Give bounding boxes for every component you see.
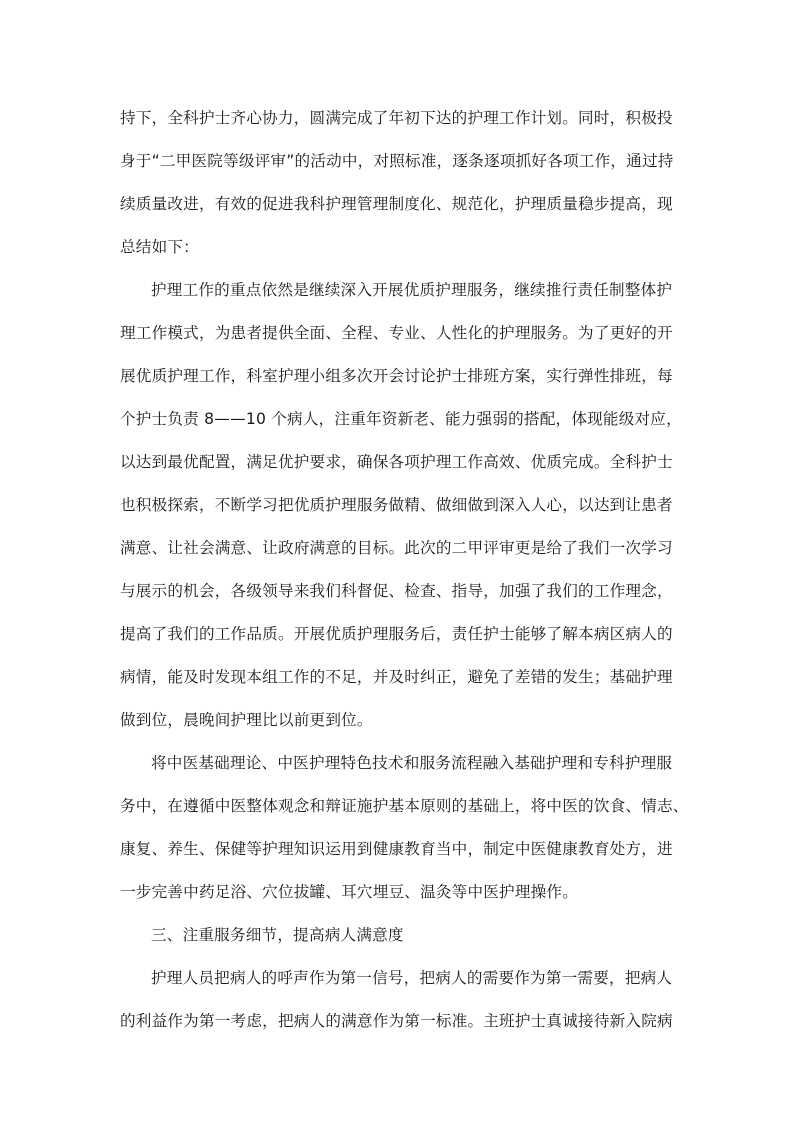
text-line: 满意、让社会满意、让政府满意的目标。此次的二甲评审更是给了我们一次学习 <box>120 539 673 557</box>
text-line: 做到位，晨晚间护理比以前更到位。 <box>120 711 373 729</box>
text-line: 务中，在遵循中医整体观念和辩证施护基本原则的基础上，将中医的饮食、情志、 <box>120 797 689 815</box>
text-line: 个护士负责 8——10 个病人，注重年资新老、能力强弱的搭配，体现能级对应， <box>120 410 682 428</box>
text-line: 理工作模式，为患者提供全面、全程、专业、人性化的护理服务。为了更好的开 <box>120 324 673 342</box>
paragraph-start-line: 将中医基础理论、中医护理特色技术和服务流程融入基础护理和专科护理服 <box>151 754 673 772</box>
text-line: 提高了我们的工作品质。开展优质护理服务后，责任护士能够了解本病区病人的 <box>120 625 673 643</box>
text-line: 也积极探索，不断学习把优质护理服务做精、做细做到深入人心，以达到让患者 <box>120 496 673 514</box>
text-line: 身于“二甲医院等级评审”的活动中，对照标准，逐条逐项抓好各项工作，通过持 <box>120 152 674 170</box>
text-line: 与展示的机会，各级领导来我们科督促、检查、指导，加强了我们的工作理念， <box>120 582 673 600</box>
paragraph-start-line: 护理人员把病人的呼声作为第一信号，把病人的需要作为第一需要，把病人 <box>151 969 673 987</box>
text-line: 病情，能及时发现本组工作的不足，并及时纠正，避免了差错的发生；基础护理 <box>120 668 673 686</box>
paragraph-start-line: 护理工作的重点依然是继续深入开展优质护理服务，继续推行责任制整体护 <box>151 281 673 299</box>
text-line: 续质量改进，有效的促进我科护理管理制度化、规范化，护理质量稳步提高，现 <box>120 195 673 213</box>
text-line: 持下，全科护士齐心协力，圆满完成了年初下达的护理工作计划。同时，积极投 <box>120 109 673 127</box>
text-line: 的利益作为第一考虑，把病人的满意作为第一标准。主班护士真诚接待新入院病 <box>120 1012 673 1030</box>
text-line: 展优质护理工作，科室护理小组多次开会讨论护士排班方案，实行弹性排班，每 <box>120 367 673 385</box>
text-line: 一步完善中药足浴、穴位拔罐、耳穴埋豆、温灸等中医护理操作。 <box>120 883 579 901</box>
section-heading: 三、注重服务细节，提高病人满意度 <box>151 926 404 944</box>
text-line: 以达到最优配置，满足优护要求，确保各项护理工作高效、优质完成。全科护士 <box>120 453 673 471</box>
text-line: 总结如下： <box>120 238 199 256</box>
text-line: 康复、养生、保健等护理知识运用到健康教育当中，制定中医健康教育处方，进 <box>120 840 673 858</box>
